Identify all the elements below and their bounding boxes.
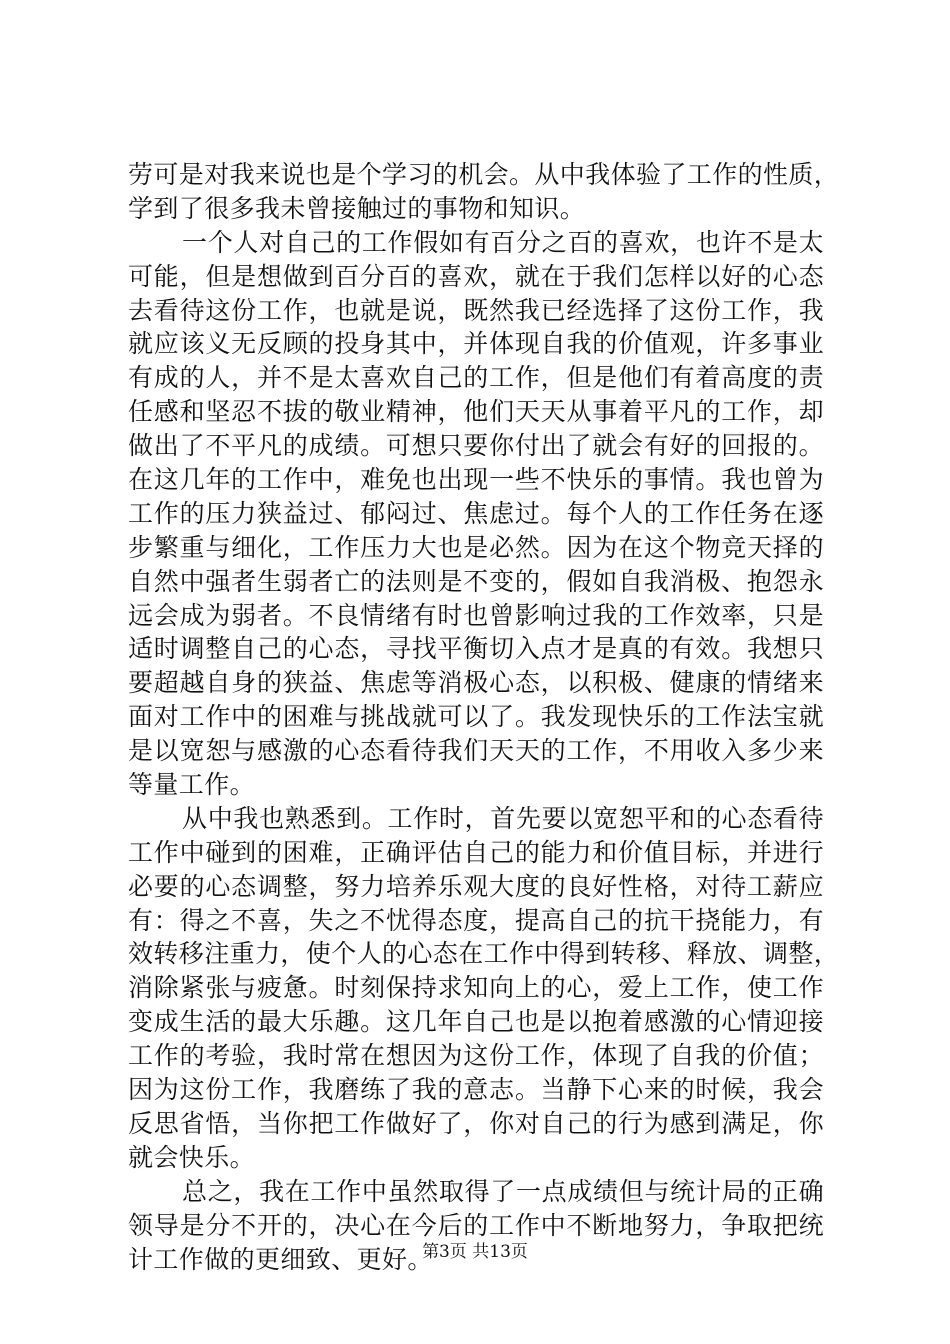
- text-line: 因为这份工作，我磨练了我的意志。当静下心来的时候，我会: [128, 1075, 824, 1105]
- text-line: 工作的压力狭益过、郁闷过、焦虑过。每个人的工作任务在逐: [128, 498, 824, 528]
- body-text: [128, 158, 840, 1276]
- text-line: 面对工作中的困难与挑战就可以了。我发现快乐的工作法宝就: [128, 702, 824, 732]
- text-line: 工作中碰到的困难，正确评估自己的能力和价值目标，并进行: [128, 837, 824, 867]
- paragraph-start-line: 一个人对自己的工作假如有百分之百的喜欢，也许不是太: [182, 227, 824, 257]
- paragraph-start-line: 总之，我在工作中虽然取得了一点成绩但与统计局的正确: [182, 1176, 824, 1206]
- text-line: 是以宽恕与感激的心态看待我们天天的工作，不用收入多少来: [128, 736, 824, 766]
- text-line: 有成的人，并不是太喜欢自己的工作，但是他们有着高度的责: [128, 363, 824, 393]
- text-line: 工作的考验，我时常在想因为这份工作，体现了自我的价值；: [128, 1041, 824, 1071]
- text-line: 就应该义无反顾的投身其中，并体现自我的价值观，许多事业: [128, 329, 824, 359]
- text-line: 就会快乐。: [128, 1142, 256, 1172]
- text-line: 消除紧张与疲惫。时刻保持求知向上的心，爱上工作，使工作: [128, 973, 824, 1003]
- paragraph-start-line: 从中我也熟悉到。工作时，首先要以宽恕平和的心态看待: [182, 803, 824, 833]
- text-line: 可能，但是想做到百分百的喜欢，就在于我们怎样以好的心态: [128, 261, 824, 291]
- text-line: 学到了很多我未曾接触过的事物和知识。: [128, 193, 586, 223]
- text-line: 去看待这份工作，也就是说，既然我已经选择了这份工作，我: [128, 295, 824, 325]
- text-line: 效转移注重力，使个人的心态在工作中得到转移、释放、调整，: [128, 939, 840, 969]
- text-line: 适时调整自己的心态，寻找平衡切入点才是真的有效。我想只: [128, 634, 824, 664]
- text-line: 劳可是对我来说也是个学习的机会。从中我体验了工作的性质，: [128, 160, 840, 189]
- text-line: 步繁重与细化，工作压力大也是必然。因为在这个物竞天择的: [128, 532, 824, 562]
- text-line: 必要的心态调整，努力培养乐观大度的良好性格，对待工薪应: [128, 871, 824, 901]
- text-line: 自然中强者生弱者亡的法则是不变的，假如自我消极、抱怨永: [128, 566, 824, 596]
- text-line: 任感和坚忍不拔的敬业精神，他们天天从事着平凡的工作，却: [128, 397, 824, 427]
- text-line: 要超越自身的狭益、焦虑等消极心态，以积极、健康的情绪来: [128, 668, 824, 698]
- text-line: 等量工作。: [128, 770, 256, 800]
- text-line: 做出了不平凡的成绩。可想只要你付出了就会有好的回报的。: [128, 431, 824, 461]
- text-line: 领导是分不开的，决心在今后的工作中不断地努力，争取把统: [128, 1210, 824, 1240]
- text-line: 计工作做的更细致、更好。: [128, 1244, 433, 1274]
- text-line: 有：得之不喜，失之不忧得态度，提高自己的抗干挠能力，有: [128, 905, 824, 935]
- text-line: 变成生活的最大乐趣。这几年自己也是以抱着感激的心情迎接: [128, 1007, 824, 1037]
- text-line: 远会成为弱者。不良情绪有时也曾影响过我的工作效率，只是: [128, 600, 824, 630]
- text-line: 反思省悟，当你把工作做好了，你对自己的行为感到满足，你: [128, 1108, 824, 1138]
- text-line: 在这几年的工作中，难免也出现一些不快乐的事情。我也曾为: [128, 465, 824, 495]
- page-number-footer: 第3页 共13页: [422, 1242, 528, 1262]
